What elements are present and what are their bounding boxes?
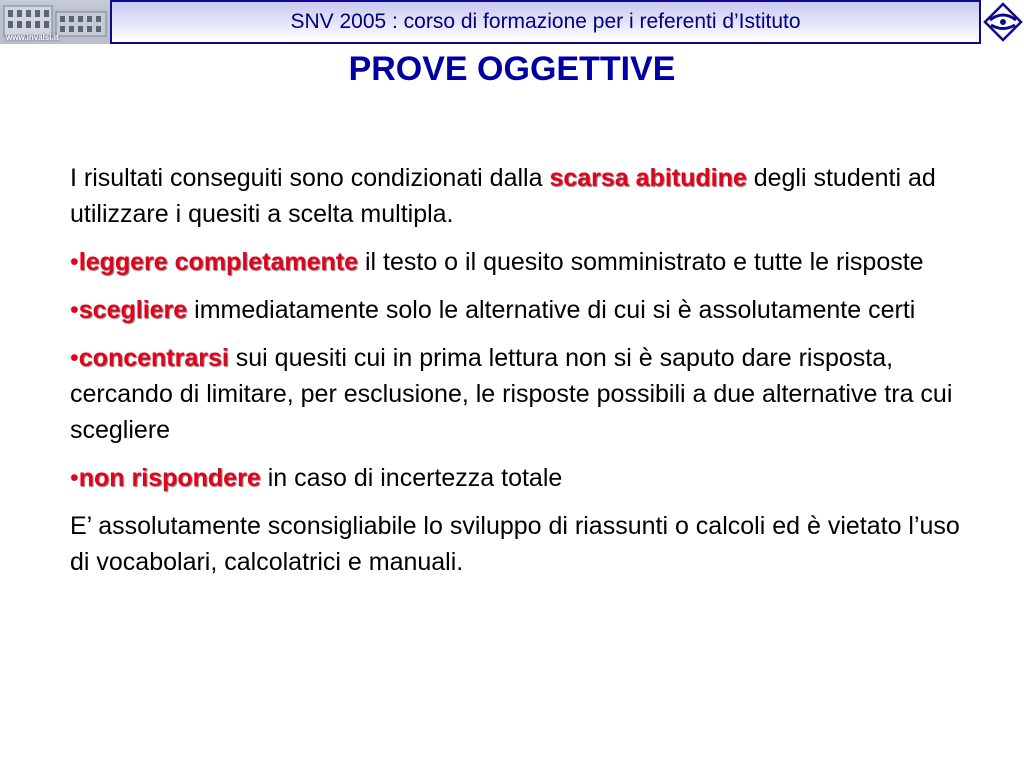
bullet-text: sui quesiti cui in prima lettura non si è saputo dare risposta, cercando di limitare, per esclusione, le risposte possibili a due alternative tra cui scegliere — [70, 344, 953, 444]
bullet-item — [70, 244, 960, 280]
intro-emphasis: scarsa abitudine — [549, 164, 747, 192]
bullet-text: immediatamente solo le alternative di cui si è assolutamente certi — [194, 296, 916, 324]
closing-paragraph: E’ assolutamente sconsigliabile lo sviluppo di riassunti o calcoli ed è vietato l’uso di vocabolari, calcolatrici e manuali. — [70, 512, 960, 576]
slide-body — [70, 160, 960, 592]
intro-paragraph — [70, 160, 960, 232]
invalsi-emblem-icon — [979, 0, 1024, 44]
bullet-emphasis: leggere completamente — [78, 248, 359, 276]
bullet-marker: • — [70, 248, 79, 276]
bullet-marker: • — [70, 464, 79, 492]
intro-text-after: degli studenti ad utilizzare i quesiti a scelta multipla. — [70, 164, 936, 228]
bullet-marker: • — [70, 344, 79, 372]
bullet-item — [70, 340, 960, 448]
bullet-text: in caso di incertezza totale — [267, 464, 563, 492]
bullet-emphasis: scegliere — [78, 296, 188, 324]
building-photo-logo — [0, 0, 112, 44]
intro-text-before: I risultati conseguiti sono condizionati dalla — [70, 164, 543, 192]
header-title-bar — [112, 0, 979, 44]
bullet-marker: • — [70, 296, 79, 324]
bullet-item — [70, 460, 960, 496]
bullet-text: il testo o il quesito somministrato e tutte le risposte — [364, 248, 924, 276]
bullet-emphasis: concentrarsi — [78, 344, 229, 372]
logo-url-text: www.invalsi.it — [6, 33, 59, 42]
bullet-item — [70, 292, 960, 328]
slide-title: PROVE OGGETTIVE — [348, 50, 676, 88]
header-title: SNV 2005 : corso di formazione per i referenti d’Istituto — [290, 10, 801, 33]
bullet-emphasis: non rispondere — [78, 464, 261, 492]
slide-header — [0, 0, 1024, 44]
